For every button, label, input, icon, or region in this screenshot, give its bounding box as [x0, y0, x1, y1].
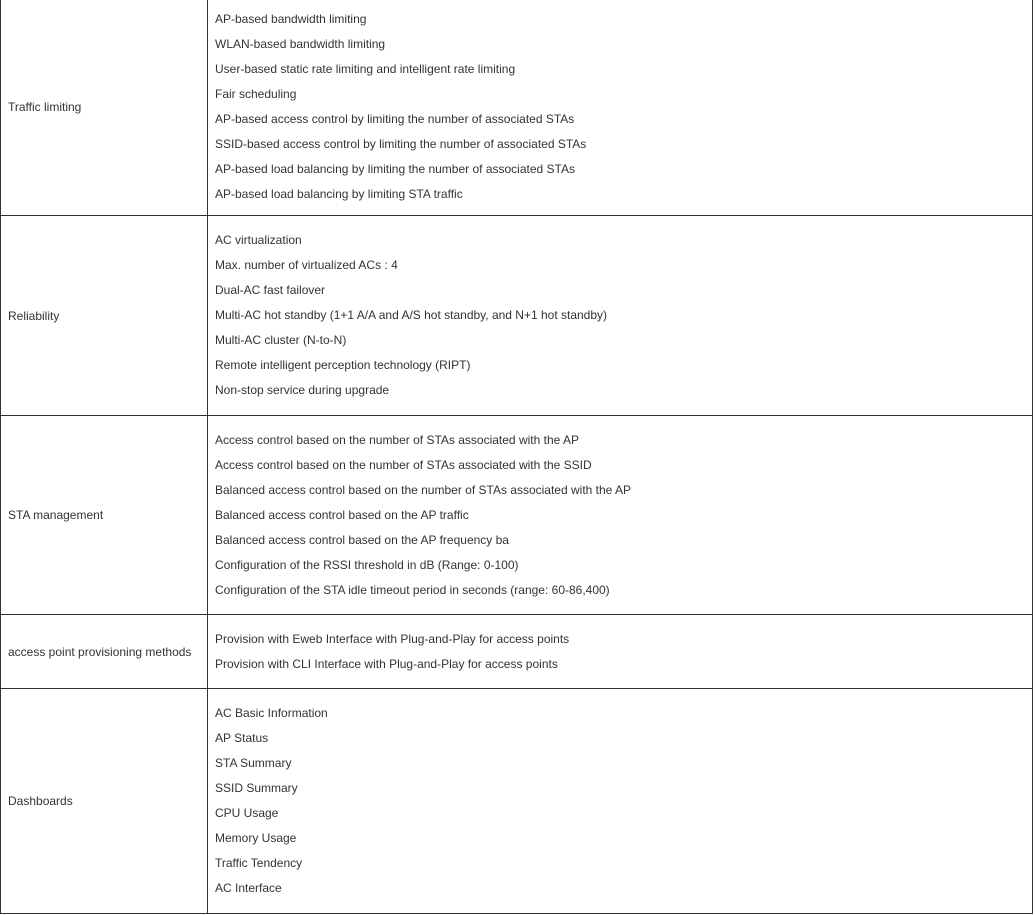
table-row [1, 416, 1032, 615]
list-item: Multi-AC hot standby (1+1 A/A and A/S hot standby, and N+1 hot standby) [215, 308, 608, 322]
list-item: Configuration of the STA idle timeout period in seconds (range: 60-86,400) [215, 582, 610, 597]
list-item: AC Basic Information [215, 706, 328, 720]
list-item: Traffic Tendency [215, 856, 303, 870]
list-item: AP-based access control by limiting the number of associated STAs [215, 112, 575, 126]
table-row [1, 0, 1032, 216]
list-item: AC virtualization [215, 233, 302, 247]
list-item: Max. number of virtualized ACs : 4 [215, 258, 398, 272]
list-item: SSID Summary [215, 781, 298, 795]
list-item: AP Status [215, 731, 269, 745]
list-item: SSID-based access control by limiting the number of associated STAs [215, 137, 587, 151]
list-item: Dual-AC fast failover [215, 283, 326, 297]
row-label-traffic-limiting: Traffic limiting [1, 0, 208, 215]
list-item: STA Summary [215, 756, 292, 770]
row-label-reliability: Reliability [1, 216, 208, 415]
list-item: Memory Usage [215, 831, 297, 845]
row-values-traffic-limiting [208, 0, 1032, 215]
list-item: AP-based load balancing by limiting STA traffic [215, 187, 463, 201]
list-item: Access control based on the number of STAs associated with the SSID [215, 457, 592, 472]
list-item: Access control based on the number of STAs associated with the AP [215, 432, 579, 447]
list-item: Provision with Eweb Interface with Plug-and-Play for access points [215, 631, 570, 646]
list-item: Multi-AC cluster (N-to-N) [215, 333, 347, 347]
list-item: Provision with CLI Interface with Plug-and-Play for access points [215, 656, 558, 671]
row-values-dashboards [208, 689, 1032, 913]
row-values-sta-management [208, 416, 1032, 614]
list-item: Fair scheduling [215, 87, 297, 101]
list-item: AC Interface [215, 881, 282, 895]
row-label-provisioning-methods: access point provisioning methods [1, 615, 208, 688]
row-label-dashboards: Dashboards [1, 689, 208, 913]
list-item: Balanced access control based on the number of STAs associated with the AP [215, 482, 632, 497]
list-item: AP-based bandwidth limiting [215, 12, 367, 26]
row-label-sta-management: STA management [1, 416, 208, 614]
list-item: Remote intelligent perception technology (RIPT) [215, 358, 471, 372]
list-item: AP-based load balancing by limiting the number of associated STAs [215, 162, 575, 176]
row-values-provisioning-methods [208, 615, 1032, 688]
table-row [1, 615, 1032, 689]
list-item: Configuration of the RSSI threshold in dB (Range: 0-100) [215, 557, 519, 572]
row-values-reliability [208, 216, 1032, 415]
table-row [1, 689, 1032, 914]
list-item: Non-stop service during upgrade [215, 383, 390, 397]
list-item: Balanced access control based on the AP frequency ba [215, 532, 509, 547]
table-row [1, 216, 1032, 416]
list-item: Balanced access control based on the AP traffic [215, 507, 469, 522]
list-item: WLAN-based bandwidth limiting [215, 37, 386, 51]
list-item: CPU Usage [215, 806, 279, 820]
list-item: User-based static rate limiting and intelligent rate limiting [215, 62, 516, 76]
